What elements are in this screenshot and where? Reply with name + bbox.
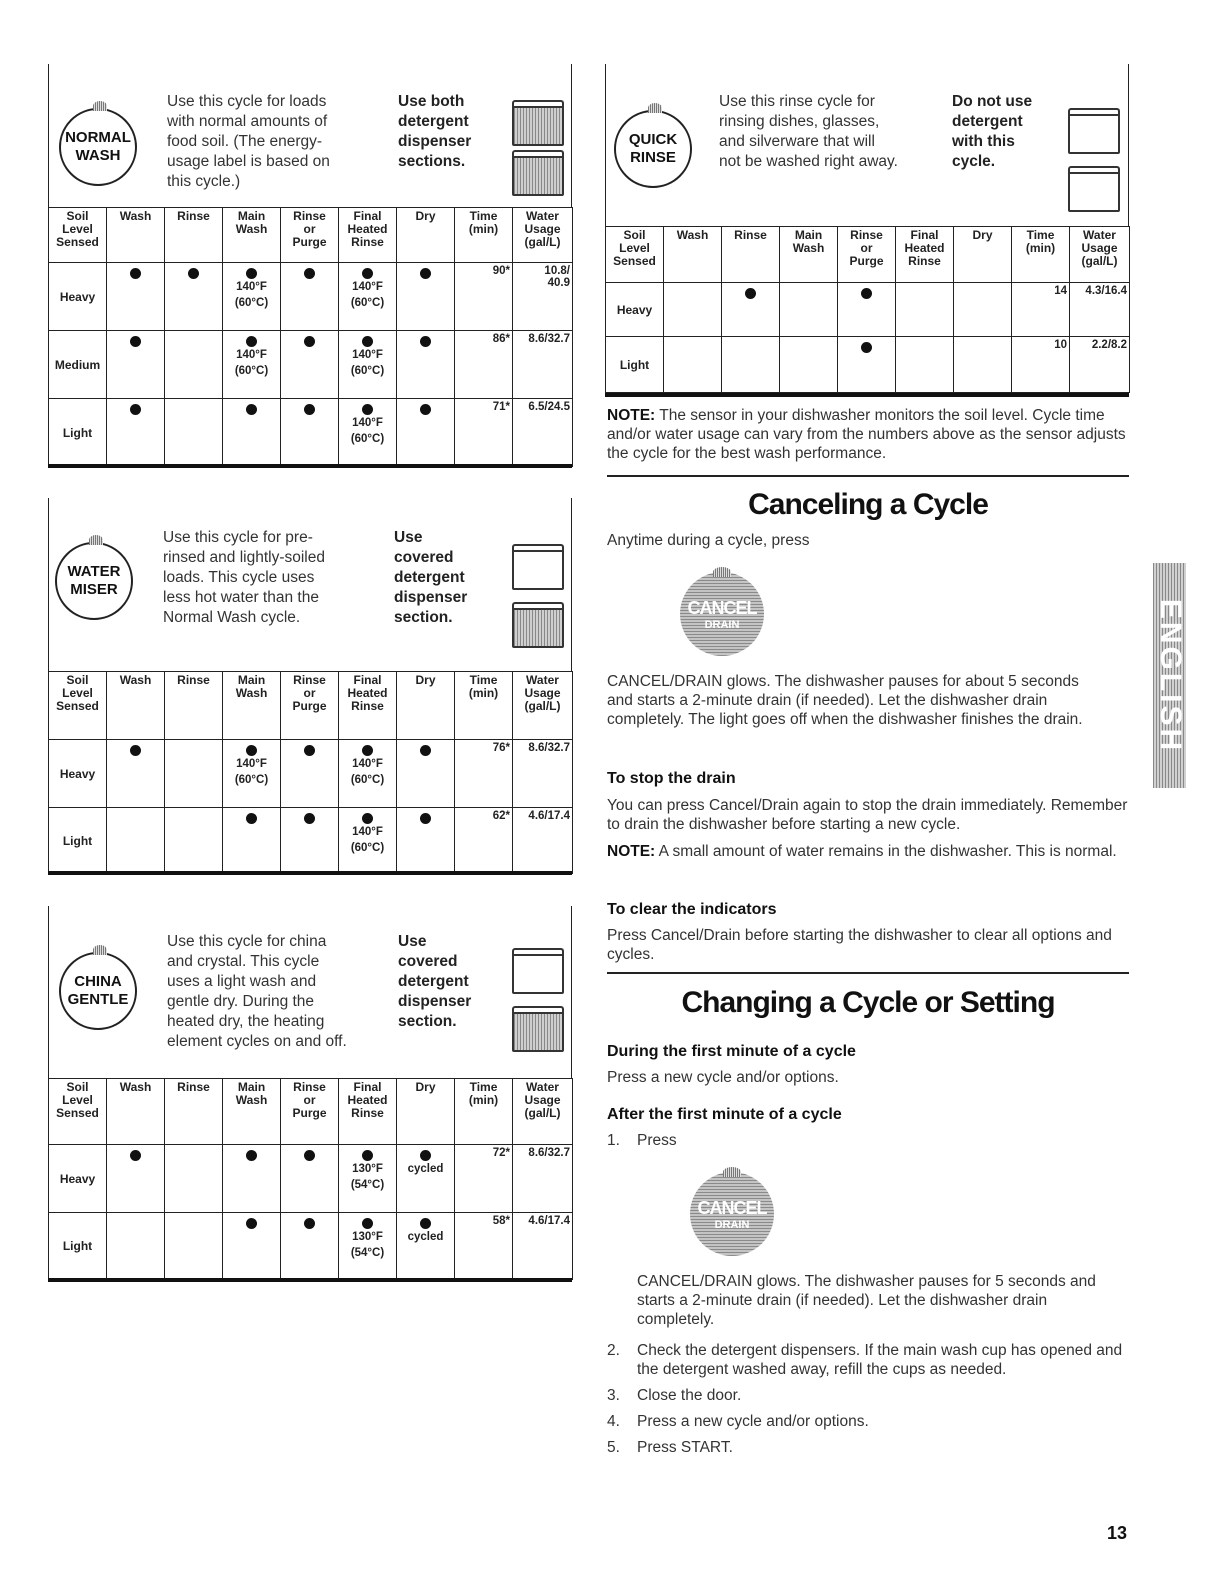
col-water: Water Usage (gal/L) xyxy=(513,208,573,263)
col-dry: Dry xyxy=(397,208,455,263)
col-main-wash: Main Wash xyxy=(223,1079,281,1145)
section-divider xyxy=(607,972,1129,974)
detergent-instructions: Use covered detergent dispenser section. xyxy=(398,933,472,1030)
water-miser-header xyxy=(48,498,572,671)
col-dry: Dry xyxy=(397,1079,455,1145)
step-text: Press START. xyxy=(637,1439,733,1456)
col-rinse: Rinse xyxy=(722,227,780,283)
on-dot xyxy=(304,268,315,279)
on-dot xyxy=(130,745,141,756)
table-row xyxy=(606,283,1130,337)
on-dot xyxy=(246,404,257,415)
detergent-cup-icon xyxy=(512,954,564,994)
on-dot xyxy=(745,288,756,299)
step-number: 2. xyxy=(607,1342,620,1359)
note-text: The sensor in your dishwasher monitors the soil level. Cycle time and/or water usage can vary from the numbers above as the sensor adjusts the cycle for the best wash performance. xyxy=(607,407,1126,462)
canceling-intro: Anytime during a cycle, press xyxy=(607,532,810,549)
on-dot xyxy=(246,336,257,347)
detergent-instructions: Use both detergent dispenser sections. xyxy=(398,93,472,170)
soil-level: Heavy xyxy=(49,263,107,331)
on-dot xyxy=(304,745,315,756)
table-row xyxy=(49,1145,573,1213)
step-text: Close the door. xyxy=(637,1387,742,1404)
normal-wash-header xyxy=(48,64,572,207)
water-value: 4.3/16.4 xyxy=(1085,285,1127,297)
badge-line2: RINSE xyxy=(630,149,676,166)
knob-icon xyxy=(713,567,731,577)
water-miser-section xyxy=(48,498,572,854)
knob-icon xyxy=(93,945,107,955)
temperature: 140°F (60°C) xyxy=(350,281,385,309)
col-rinse-purge: Rinse or Purge xyxy=(838,227,896,283)
clear-indicators-heading: To clear the indicators xyxy=(607,901,777,918)
cycle-description: Use this cycle for pre- rinsed and lightly-soiled loads. This cycle uses less hot water than the Normal Wash cycle. xyxy=(163,529,325,626)
section-divider xyxy=(607,475,1129,477)
col-rinse-purge: Rinse or Purge xyxy=(281,1079,339,1145)
on-dot xyxy=(420,336,431,347)
on-dot xyxy=(130,268,141,279)
steps-list xyxy=(607,1341,1129,1464)
list-item xyxy=(607,1438,1129,1457)
drain-note xyxy=(607,842,1129,861)
badge-line1: CHINA xyxy=(74,973,122,990)
col-rinse-purge: Rinse or Purge xyxy=(281,208,339,263)
col-soil: Soil Level Sensed xyxy=(49,1079,107,1145)
soil-level: Light xyxy=(606,337,664,393)
button-label: CANCEL xyxy=(697,1197,767,1218)
temperature: 140°F (60°C) xyxy=(350,826,385,854)
water-value: 4.6/17.4 xyxy=(528,810,570,822)
knob-icon xyxy=(648,103,662,113)
stop-drain-text: You can press Cancel/Drain again to stop the drain immediately. Remember to drain the dishwasher before starting a new cycle. xyxy=(607,797,1128,833)
table-bottom-rule xyxy=(605,393,1129,397)
water-value: 4.6/17.4 xyxy=(528,1215,570,1227)
detergent-instructions: Use covered detergent dispenser section. xyxy=(394,529,468,626)
time-value: 76* xyxy=(492,742,510,754)
step-number: 5. xyxy=(607,1439,620,1456)
quick-rinse-badge xyxy=(614,110,692,188)
table-bottom-rule xyxy=(48,871,572,875)
badge-line1: QUICK xyxy=(628,131,678,148)
soil-level: Medium xyxy=(49,331,107,399)
detergent-cup-icon xyxy=(512,156,564,196)
temperature: 130°F (54°C) xyxy=(350,1163,385,1191)
col-time: Time (min) xyxy=(455,672,513,740)
first-minute-text: Press a new cycle and/or options. xyxy=(607,1069,839,1086)
temperature: 140°F (60°C) xyxy=(350,417,385,445)
button-label: CANCEL xyxy=(687,597,757,618)
soil-level: Light xyxy=(49,808,107,874)
detergent-cup-icon xyxy=(512,550,564,590)
table-bottom-rule xyxy=(48,1278,572,1282)
time-value: 72* xyxy=(492,1147,510,1159)
soil-level: Light xyxy=(49,399,107,467)
detergent-cup-icon xyxy=(1068,114,1120,154)
on-dot xyxy=(304,1150,315,1161)
note-text: A small amount of water remains in the dishwasher. This is normal. xyxy=(658,843,1117,860)
water-value: 8.6/32.7 xyxy=(528,742,570,754)
time-value: 90* xyxy=(492,265,510,277)
time-value: 14 xyxy=(1054,285,1067,297)
col-wash: Wash xyxy=(107,672,165,740)
col-soil: Soil Level Sensed xyxy=(49,208,107,263)
button-sublabel: DRAIN xyxy=(714,1218,750,1231)
china-gentle-table xyxy=(48,1078,573,1280)
col-soil: Soil Level Sensed xyxy=(49,672,107,740)
list-item xyxy=(607,1386,1129,1405)
quick-rinse-section xyxy=(605,64,1129,372)
time-value: 86* xyxy=(492,333,510,345)
list-item xyxy=(607,1412,1129,1431)
on-dot xyxy=(246,745,257,756)
detergent-cup-icon xyxy=(512,1012,564,1052)
on-dot xyxy=(246,268,257,279)
on-dot xyxy=(420,1150,431,1161)
col-water: Water Usage (gal/L) xyxy=(513,672,573,740)
col-dry: Dry xyxy=(397,672,455,740)
table-bottom-rule xyxy=(48,464,572,468)
on-dot xyxy=(304,1218,315,1229)
time-value: 62* xyxy=(492,810,510,822)
badge-line1: WATER xyxy=(67,563,121,580)
col-water: Water Usage (gal/L) xyxy=(1070,227,1130,283)
on-dot xyxy=(420,268,431,279)
sensor-note xyxy=(607,406,1129,463)
col-time: Time (min) xyxy=(455,1079,513,1145)
col-time: Time (min) xyxy=(1012,227,1070,283)
water-value: 8.6/32.7 xyxy=(528,1147,570,1159)
note-label: NOTE: xyxy=(607,843,656,860)
time-value: 58* xyxy=(492,1215,510,1227)
badge-line1: NORMAL xyxy=(65,129,131,146)
after-minute-heading: After the first minute of a cycle xyxy=(607,1106,842,1123)
soil-level: Heavy xyxy=(49,1145,107,1213)
on-dot xyxy=(362,404,373,415)
table-row xyxy=(49,263,573,331)
temperature: 140°F (60°C) xyxy=(234,758,269,786)
step-text: Check the detergent dispensers. If the main wash cup has opened and the detergent washed away, refill the cups as needed. xyxy=(637,1342,1123,1378)
step-text: Press a new cycle and/or options. xyxy=(637,1413,869,1430)
detergent-cup-icon xyxy=(1068,172,1120,212)
col-rinse: Rinse xyxy=(165,1079,223,1145)
table-row xyxy=(49,1213,573,1280)
knob-icon xyxy=(89,535,103,545)
water-miser-badge xyxy=(55,542,133,620)
cancel-drain-button[interactable] xyxy=(680,572,764,656)
china-gentle-section xyxy=(48,906,572,1259)
cycle-description: Use this cycle for loads with normal amounts of food soil. (The energy- usage label is based on this cycle.) xyxy=(167,93,330,190)
temperature: 140°F (60°C) xyxy=(350,349,385,377)
on-dot xyxy=(420,745,431,756)
cycle-description: Use this rinse cycle for rinsing dishes, glasses, and silverware that will not be washed right away. xyxy=(719,93,898,170)
col-main-wash: Main Wash xyxy=(223,672,281,740)
on-dot xyxy=(362,1218,373,1229)
on-dot xyxy=(420,813,431,824)
cancel-drain-button[interactable] xyxy=(690,1172,774,1256)
soil-level: Light xyxy=(49,1213,107,1280)
on-dot xyxy=(304,336,315,347)
dry-value: cycled xyxy=(407,1231,444,1243)
on-dot xyxy=(130,404,141,415)
detergent-cup-icon xyxy=(512,608,564,648)
canceling-glow-text: CANCEL/DRAIN glows. The dishwasher pauses for about 5 seconds and starts a 2-minute drain (if needed). Let the dishwasher drain completely. The light goes off when the dishwasher finishes the drain. xyxy=(607,673,1083,728)
on-dot xyxy=(420,404,431,415)
soil-level: Heavy xyxy=(49,740,107,808)
page-number: 13 xyxy=(1106,1523,1127,1543)
stop-drain-heading: To stop the drain xyxy=(607,770,736,787)
on-dot xyxy=(861,342,872,353)
col-final-rinse: Final Heated Rinse xyxy=(339,1079,397,1145)
step-text: Press xyxy=(637,1132,677,1149)
water-value: 8.6/32.7 xyxy=(528,333,570,345)
time-value: 71* xyxy=(492,401,510,413)
quick-rinse-header xyxy=(605,64,1129,226)
dry-value: cycled xyxy=(407,1163,444,1175)
col-rinse: Rinse xyxy=(165,208,223,263)
step-number: 4. xyxy=(607,1413,620,1430)
cycle-description: Use this cycle for china and crystal. This cycle uses a light wash and gentle dry. During the heated dry, the heating element cycles on and off. xyxy=(167,933,347,1050)
on-dot xyxy=(246,1218,257,1229)
on-dot xyxy=(362,745,373,756)
knob-icon xyxy=(723,1167,741,1177)
col-final-rinse: Final Heated Rinse xyxy=(896,227,954,283)
on-dot xyxy=(130,336,141,347)
on-dot xyxy=(246,1150,257,1161)
on-dot xyxy=(420,1218,431,1229)
changing-title: Changing a Cycle or Setting xyxy=(681,986,1055,1019)
on-dot xyxy=(246,813,257,824)
temperature: 140°F (60°C) xyxy=(234,281,269,309)
knob-icon xyxy=(93,101,107,111)
table-row xyxy=(49,740,573,808)
col-rinse-purge: Rinse or Purge xyxy=(281,672,339,740)
col-wash: Wash xyxy=(664,227,722,283)
first-minute-heading: During the first minute of a cycle xyxy=(607,1043,856,1060)
language-tab xyxy=(1153,563,1186,788)
soil-level: Heavy xyxy=(606,283,664,337)
step-number: 3. xyxy=(607,1387,620,1404)
on-dot xyxy=(188,268,199,279)
normal-wash-badge xyxy=(59,108,137,186)
col-wash: Wash xyxy=(107,1079,165,1145)
on-dot xyxy=(304,813,315,824)
normal-wash-table xyxy=(48,207,573,467)
quick-rinse-table xyxy=(605,226,1130,393)
temperature: 140°F (60°C) xyxy=(234,349,269,377)
col-final-rinse: Final Heated Rinse xyxy=(339,208,397,263)
col-wash: Wash xyxy=(107,208,165,263)
canceling-title: Canceling a Cycle xyxy=(748,488,988,521)
button-sublabel: DRAIN xyxy=(704,618,740,631)
step-1 xyxy=(607,1131,1129,1150)
note-label: NOTE: xyxy=(607,407,656,424)
detergent-instructions: Do not use detergent with this cycle. xyxy=(952,93,1033,170)
step-number: 1. xyxy=(607,1132,620,1149)
time-value: 10 xyxy=(1054,339,1067,351)
list-item xyxy=(607,1341,1129,1379)
col-soil: Soil Level Sensed xyxy=(606,227,664,283)
on-dot xyxy=(362,813,373,824)
col-main-wash: Main Wash xyxy=(223,208,281,263)
table-row xyxy=(49,808,573,874)
temperature: 130°F (54°C) xyxy=(350,1231,385,1259)
china-gentle-badge xyxy=(59,952,137,1030)
water-miser-table xyxy=(48,671,573,874)
col-main-wash: Main Wash xyxy=(780,227,838,283)
clear-indicators-text: Press Cancel/Drain before starting the dishwasher to clear all options and cycles. xyxy=(607,927,1112,963)
changing-glow-text: CANCEL/DRAIN glows. The dishwasher pauses for 5 seconds and starts a 2-minute drain (if needed). Let the dishwasher drain completely. xyxy=(637,1273,1096,1328)
water-value: 6.5/24.5 xyxy=(528,401,570,413)
water-value: 10.8/ 40.9 xyxy=(544,265,570,289)
badge-line2: GENTLE xyxy=(67,991,129,1008)
china-gentle-header xyxy=(48,906,572,1078)
on-dot xyxy=(861,288,872,299)
col-water: Water Usage (gal/L) xyxy=(513,1079,573,1145)
normal-wash-section xyxy=(48,64,572,445)
table-row xyxy=(606,337,1130,393)
language-label: ENGLISH xyxy=(1153,598,1187,753)
table-row xyxy=(49,331,573,399)
on-dot xyxy=(130,1150,141,1161)
water-value: 2.2/8.2 xyxy=(1091,339,1127,351)
on-dot xyxy=(304,404,315,415)
badge-line2: MISER xyxy=(70,581,118,598)
col-time: Time (min) xyxy=(455,208,513,263)
col-dry: Dry xyxy=(954,227,1012,283)
temperature: 140°F (60°C) xyxy=(350,758,385,786)
on-dot xyxy=(362,336,373,347)
col-final-rinse: Final Heated Rinse xyxy=(339,672,397,740)
on-dot xyxy=(362,1150,373,1161)
detergent-cup-icon xyxy=(512,106,564,146)
on-dot xyxy=(362,268,373,279)
table-row xyxy=(49,399,573,467)
badge-line2: WASH xyxy=(75,147,121,164)
col-rinse: Rinse xyxy=(165,672,223,740)
